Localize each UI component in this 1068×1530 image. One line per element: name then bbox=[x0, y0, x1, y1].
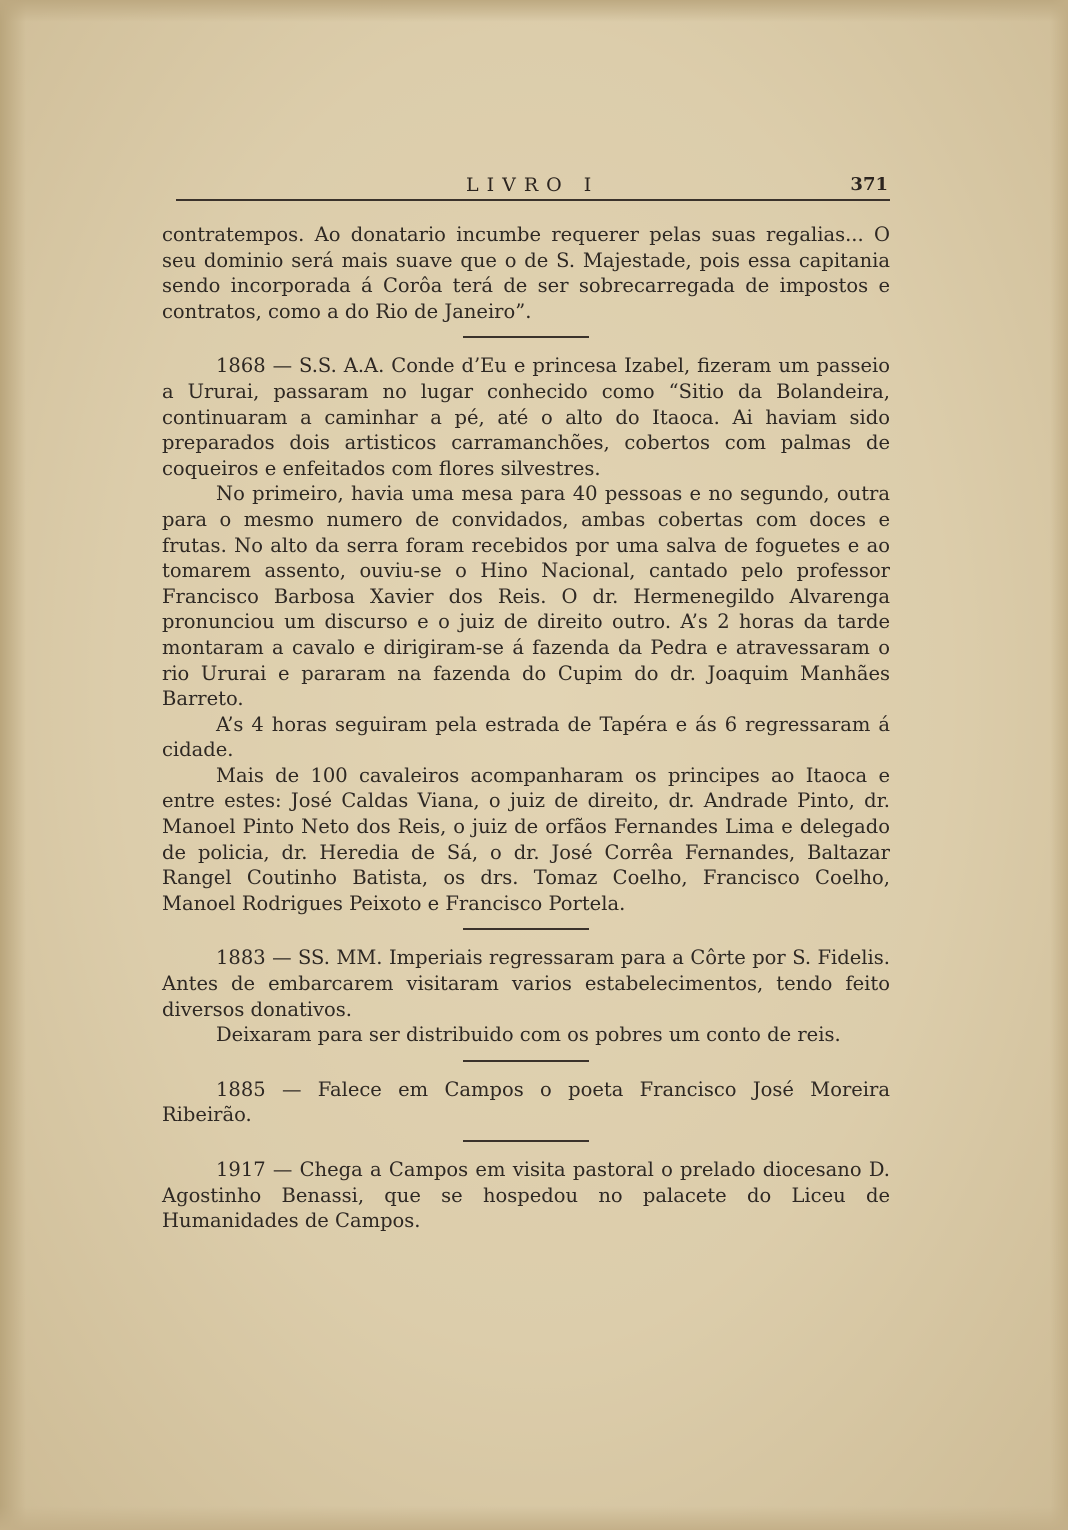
paragraph-continuation: contratempos. Ao donatario incumbe requerer pelas suas regalias... O seu dominio será mais suave que o de S. Majestade, pois essa capitania sendo incorporada á Corôa terá de ser sobrecarregada de impostos e contratos, como a do Rio de Janeiro”. bbox=[162, 223, 890, 323]
paragraph-1868-third: A’s 4 horas seguiram pela estrada de Tapéra e ás 6 regressaram á cidade. bbox=[162, 712, 890, 762]
page-edge-shadow-top bbox=[0, 0, 1068, 22]
page-edge-shadow-right bbox=[1050, 0, 1068, 1530]
paragraph-1868-second: No primeiro, havia uma mesa para 40 pessoas e no segundo, outra para o mesmo numero de convidados, ambas cobertas com doces e frutas. No alto da serra foram recebidos por uma salva de foguetes e ao tomarem assento, ouviu-se o Hino Nacional, cantado pelo professor Francisco Barbosa Xavier dos Reis. O dr. Hermenegildo Alvarenga pronunciou um discurso e o juiz de direito outro. A’s 2 horas da tarde montaram a cavalo e dirigiram-se á fazenda da Pedra e atravessaram o rio Ururai e pararam na fazenda do Cupim do dr. Joaquim Manhães Barreto. bbox=[162, 482, 890, 711]
entry-1917: 1917 — Chega a Campos em visita pastoral o prelado diocesano D. Agostinho Benassi, que se hospedou no palacete do Liceu de Humanidades de Campos. bbox=[162, 1158, 890, 1233]
section-separator bbox=[463, 1060, 589, 1062]
body-text bbox=[162, 222, 890, 1234]
entry-1883: 1883 — SS. MM. Imperiais regressaram para a Côrte por S. Fidelis. Antes de embarcarem visitaram varios estabelecimentos, tendo feito diversos donativos. bbox=[162, 946, 890, 1021]
entry-1885: 1885 — Falece em Campos o poeta Francisco José Moreira Ribeirão. bbox=[162, 1077, 890, 1127]
header-rule bbox=[176, 199, 890, 201]
page-header bbox=[176, 172, 890, 202]
section-separator bbox=[463, 928, 589, 930]
page-edge-shadow-left bbox=[0, 0, 26, 1530]
section-separator bbox=[463, 336, 589, 338]
section-separator bbox=[463, 1140, 589, 1142]
running-title: LIVRO I bbox=[466, 174, 600, 196]
entry-1868: 1868 — S.S. A.A. Conde d’Eu e princesa Izabel, fizeram um passeio a Ururai, passaram no lugar conhecido como “Sitio da Bolandeira, continuaram a caminhar a pé, até o alto do Itaoca. Ai haviam sido preparados dois artisticos carramanchões, cobertos com palmas de coqueiros e enfeitados com flores silvestres. bbox=[162, 354, 890, 480]
paragraph-1868-fourth: Mais de 100 cavaleiros acompanharam os principes ao Itaoca e entre estes: José Caldas Viana, o juiz de direito, dr. Andrade Pinto, dr. Manoel Pinto Neto dos Reis, o juiz de orfãos Fernandes Lima e delegado de policia, dr. Heredia de Sá, o dr. José Corrêa Fernandes, Baltazar Rangel Coutinho Batista, os drs. Tomaz Coelho, Francisco Coelho, Manoel Rodrigues Peixoto e Francisco Portela. bbox=[162, 763, 890, 915]
page-number: 371 bbox=[850, 174, 888, 195]
page-edge-shadow-bottom bbox=[0, 1506, 1068, 1530]
paragraph-1883-second: Deixaram para ser distribuido com os pobres um conto de reis. bbox=[216, 1023, 841, 1047]
